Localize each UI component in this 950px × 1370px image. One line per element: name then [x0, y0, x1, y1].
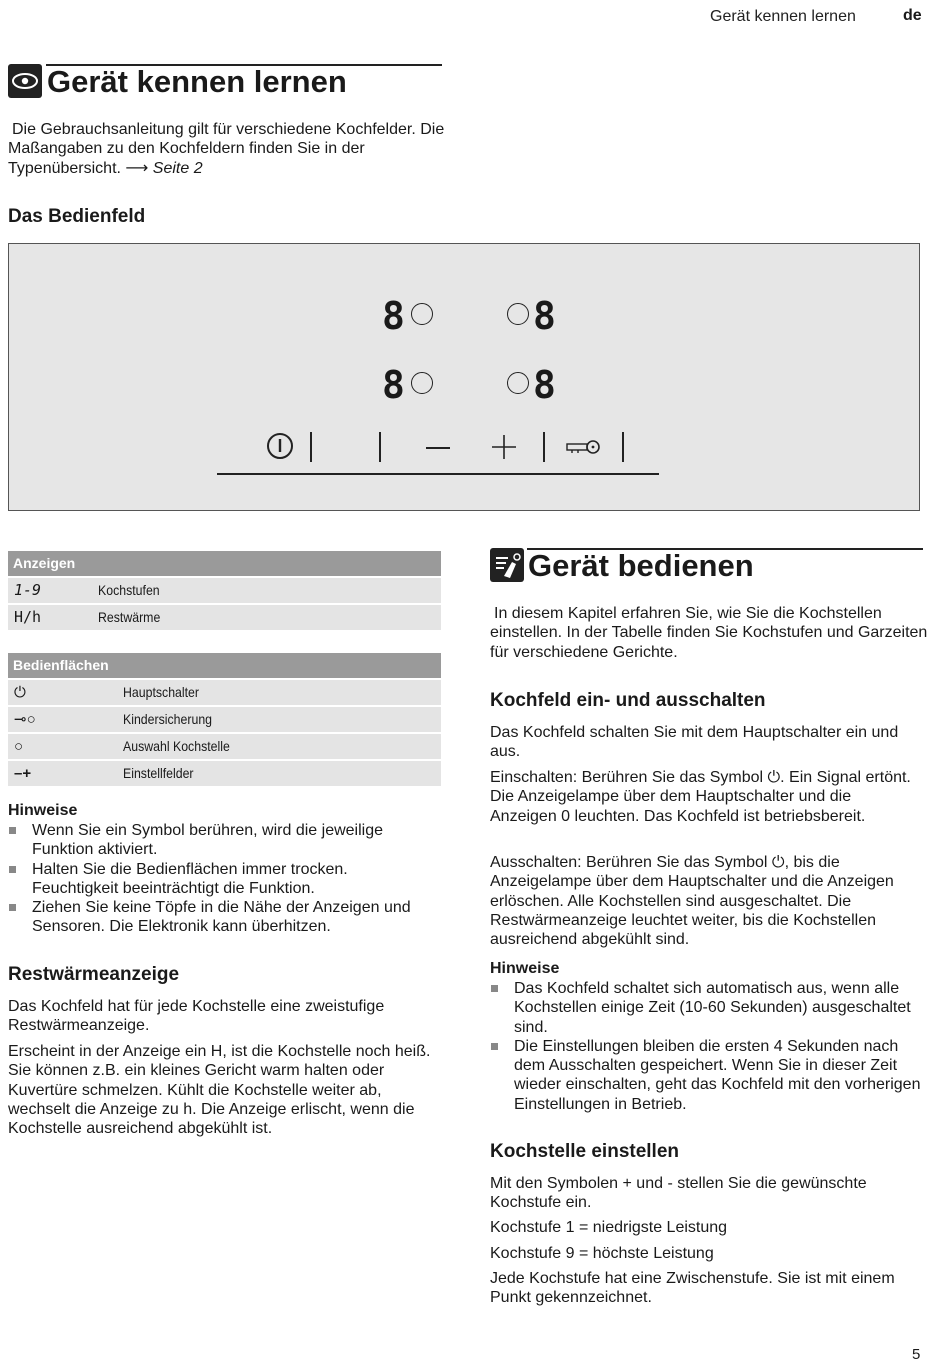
table-cell-label: Einstellfelder: [123, 765, 194, 781]
table-cell-label: Kindersicherung: [123, 711, 213, 727]
table-cell-label: Restwärme: [98, 609, 161, 625]
onoff-paragraph-2: Einschalten: Berühren Sie das Symbol ⏻. Ein Signal ertönt. Die Anzeigelampe über dem Hauptschalter und die Anzeigen 0 leuchten. Das Kochfeld ist betriebsbereit.: [490, 769, 911, 825]
kochstelle-paragraph-4: Jede Kochstufe hat eine Zwischenstufe. Sie ist mit einem Punkt gekennzeichnet.: [490, 1270, 895, 1307]
eye-icon: [8, 64, 42, 98]
table-row: [8, 734, 441, 759]
control-panel-diagram: [8, 243, 920, 511]
hinweise-heading: Hinweise: [490, 960, 560, 977]
divider: [543, 432, 545, 462]
zone-select-icon: ○: [14, 738, 24, 755]
section-title: Gerät bedienen: [528, 548, 754, 583]
page-number: 5: [912, 1346, 921, 1363]
onoff-paragraph-3: Ausschalten: Berühren Sie das Symbol ⏻, bis die Anzeigelampe über dem Hauptschalter und die Anzeigen erlöschen. Alle Kochstellen sind ausgeschaltet. Die Restwärmeanzeige leuchtet weiter, bis die Kochstellen ausreichend abgekühlt sind.: [490, 854, 894, 949]
table-row: [8, 578, 441, 603]
language-code: de: [903, 7, 922, 24]
divider: [310, 432, 312, 462]
plus-icon: [491, 434, 517, 460]
minus-plus-icon: –+: [14, 765, 32, 782]
section-title: Gerät kennen lernen: [47, 64, 347, 99]
divider: [379, 432, 381, 462]
onoff-heading: Kochfeld ein- und ausschalten: [490, 690, 766, 711]
minus-icon: [426, 447, 450, 449]
kochstelle-paragraph-3: Kochstufe 9 = höchste Leistung: [490, 1245, 714, 1262]
intro-paragraph: Die Gebrauchsanleitung gilt für verschiedene Kochfelder. Die Maßangaben zu den Kochfeldern finden Sie in der Typenübersicht. ⟶ Seite 2: [8, 121, 445, 177]
hinweise-list: [8, 821, 433, 937]
display-digit-back-right: 8: [533, 363, 556, 407]
display-digit-back-left: 8: [382, 363, 405, 407]
page-reference-link[interactable]: Seite 2: [152, 159, 203, 177]
table-row: [8, 680, 441, 705]
kochstelle-paragraph-2: Kochstufe 1 = niedrigste Leistung: [490, 1219, 728, 1236]
running-header-title: Gerät kennen lernen: [710, 8, 856, 25]
hinweise-heading: Hinweise: [8, 802, 78, 819]
panel-heading: Das Bedienfeld: [8, 206, 146, 227]
list-item: Ziehen Sie keine Töpfe in die Nähe der Anzeigen und Sensoren. Die Elektronik kann überhitzen.: [8, 898, 433, 937]
table-row: [8, 605, 441, 630]
table-row: [8, 707, 441, 732]
display-digit-front-right: 8: [533, 294, 556, 338]
zone-select-icon: [507, 372, 529, 394]
residual-heat-icon: H/h: [14, 608, 42, 626]
arrow-icon: ⟶: [125, 159, 149, 177]
table-cell-label: Hauptschalter: [123, 684, 200, 700]
kochstelle-heading: Kochstelle einstellen: [490, 1141, 680, 1162]
list-item: Die Einstellungen bleiben die ersten 4 Sekunden nach dem Ausschalten gespeichert. Wenn Sie in dieser Zeit wieder einschalten, geht das Kochfeld mit den vorherigen Einstellungen in Betrieb.: [490, 1037, 922, 1114]
kochstelle-paragraph-1: Mit den Symbolen + und - stellen Sie die gewünschte Kochstufe ein.: [490, 1175, 867, 1212]
intro-paragraph: In diesem Kapitel erfahren Sie, wie Sie die Kochstellen einstellen. In der Tabelle finden Sie Kochstufen und Garzeiten für verschiedene Gerichte.: [490, 605, 928, 661]
list-item: Wenn Sie ein Symbol berühren, wird die jeweilige Funktion aktiviert.: [8, 821, 433, 860]
onoff-paragraph-1: Das Kochfeld schalten Sie mit dem Hauptschalter ein und aus.: [490, 724, 899, 761]
zone-select-icon: [411, 372, 433, 394]
key-lock-icon: ⊸○: [14, 711, 36, 728]
hinweise-list: [490, 979, 922, 1114]
power-icon: ⏻: [14, 684, 26, 701]
panel-baseline: [217, 473, 659, 475]
table-row: [8, 761, 441, 786]
anzeigen-table-header: Anzeigen: [8, 551, 441, 576]
bedienflaechen-table-header: Bedienflächen: [8, 653, 441, 678]
zone-select-icon: [507, 303, 529, 325]
power-icon: [264, 430, 296, 462]
restwaerme-paragraph-1: Das Kochfeld hat für jede Kochstelle eine zweistufige Restwärmeanzeige.: [8, 998, 385, 1035]
table-cell-label: Auswahl Kochstelle: [123, 738, 230, 754]
restwaerme-heading: Restwärmeanzeige: [8, 964, 180, 985]
hand-operate-icon: [490, 548, 524, 582]
zone-select-icon: [411, 303, 433, 325]
list-item: Halten Sie die Bedienflächen immer trocken. Feuchtigkeit beeinträchtigt die Funktion.: [8, 860, 433, 899]
divider: [622, 432, 624, 462]
level-range-icon: 1-9: [14, 581, 42, 599]
display-digit-front-left: 8: [382, 294, 405, 338]
table-cell-label: Kochstufen: [98, 582, 160, 598]
list-item: Das Kochfeld schaltet sich automatisch aus, wenn alle Kochstellen einige Zeit (10-60 Sekunden) ausgeschaltet sind.: [490, 979, 922, 1037]
restwaerme-paragraph-2: Erscheint in der Anzeige ein H, ist die Kochstelle noch heiß. Sie können z.B. ein kleines Gericht warm halten oder Kuvertüre schmelzen. Kühlt die Kochstelle weiter ab, wechselt die Anzeige zu h. Die Anzeige erlischt, wenn die Kochstelle ausreichend abgekühlt ist.: [8, 1043, 431, 1138]
key-lock-icon: [566, 439, 602, 455]
